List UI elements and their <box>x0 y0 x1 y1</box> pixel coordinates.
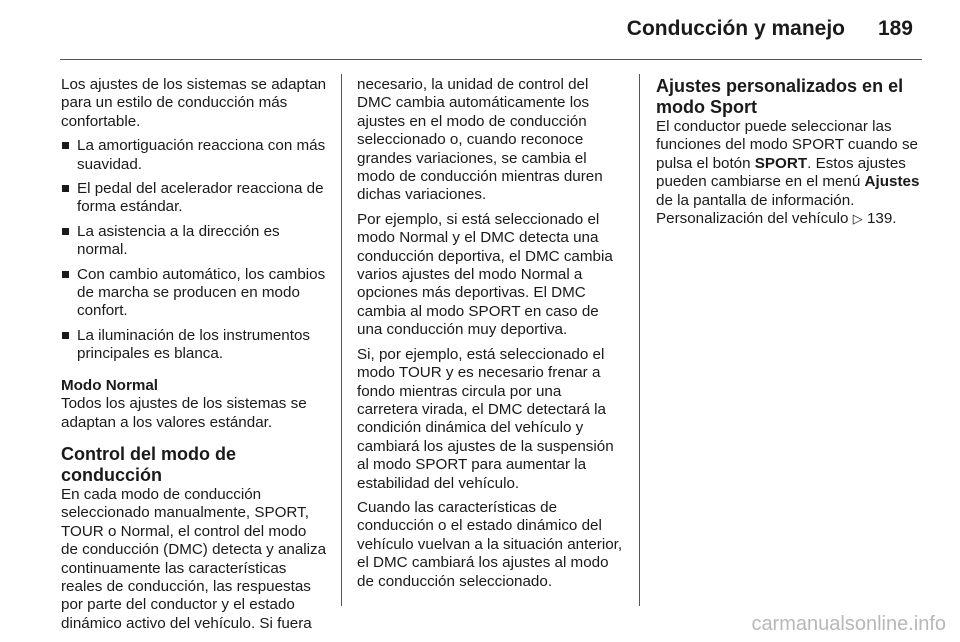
column-3 <box>656 76 922 234</box>
header-rule <box>60 59 922 60</box>
watermark: carmanualsonline.info <box>751 613 946 635</box>
sport-settings-paragraph <box>656 118 922 228</box>
list-item: Con cambio automático, los cambios de marcha se producen en modo confort. <box>61 266 327 321</box>
header-title: Conducción y manejo <box>626 17 845 40</box>
dmc-paragraph: En cada modo de conducción seleccionado manualmente, SPORT, TOUR o Normal, el control del modo de conducción (DMC) detecta y analiza continuamente las características reales de conducción, las respuestas por parte del conductor y el estado dinámico activo del vehículo. Si fuera <box>61 485 327 632</box>
paragraph: Cuando las características de conducción o el estado dinámico del vehículo vuelvan a la situación anterior, el DMC cambiará los ajustes al modo de conducción seleccionado. <box>357 498 623 590</box>
sport-button-name: SPORT <box>754 154 808 172</box>
settings-menu-name: Ajustes <box>864 173 920 191</box>
list-item: La asistencia a la dirección es normal. <box>61 223 327 260</box>
column-divider-2 <box>639 74 640 606</box>
text-span: El conductor puede seleccionar las funciones del modo SPORT cuando se pulsa el botón <box>656 118 919 172</box>
page-number: 189 <box>877 17 913 40</box>
list-item: El pedal del acelerador reacciona de forma estándar. <box>61 180 327 217</box>
paragraph: necesario, la unidad de control del DMC cambia automáticamente los ajustes en el modo de conducción seleccionado o, cuando reconoce grandes variaciones, se cambia el modo de conducción mientras duren dichas variaciones. <box>357 76 603 204</box>
normal-mode-heading: Modo Normal <box>61 376 159 394</box>
text-span: de la pantalla de información. Personalización del vehículo <box>656 191 855 228</box>
normal-mode-paragraph: Todos los ajustes de los sistemas se adaptan a los valores estándar. <box>61 395 307 431</box>
intro-paragraph: Los ajustes de los sistemas se adaptan para un estilo de conducción más confortable. <box>61 76 327 130</box>
dmc-heading: Control del modo de conducción <box>61 443 236 485</box>
comfort-bullet-list <box>61 137 327 363</box>
list-item: La amortiguación reacciona con más suavidad. <box>61 137 327 174</box>
paragraph: Por ejemplo, si está seleccionado el modo Normal y el DMC detecta una conducción deportiva, el DMC cambia varios ajustes del modo Normal a opciones más deportivas. El DMC cambia al modo SPORT en caso de una conducción muy deportiva. <box>357 210 613 339</box>
column-2 <box>357 76 623 597</box>
page-reference-link[interactable]: 139. <box>866 210 897 228</box>
text-span: . Estos ajustes pueden cambiarse en el menú <box>656 154 906 191</box>
list-item: La iluminación de los instrumentos principales es blanca. <box>61 327 327 364</box>
page-header <box>0 0 960 68</box>
paragraph: Si, por ejemplo, está seleccionado el modo TOUR y es necesario frenar a fondo mientras circula por una carretera virada, el DMC detectará la condición dinámica del vehículo y cambiará los ajustes de la suspensión al modo SPORT para aumentar la estabilidad del vehículo. <box>357 345 614 492</box>
page-reference-icon: ▷ <box>852 211 863 227</box>
sport-settings-heading: Ajustes personalizados en el modo Sport <box>656 76 904 117</box>
column-1 <box>61 76 327 639</box>
column-divider-1 <box>341 74 342 606</box>
